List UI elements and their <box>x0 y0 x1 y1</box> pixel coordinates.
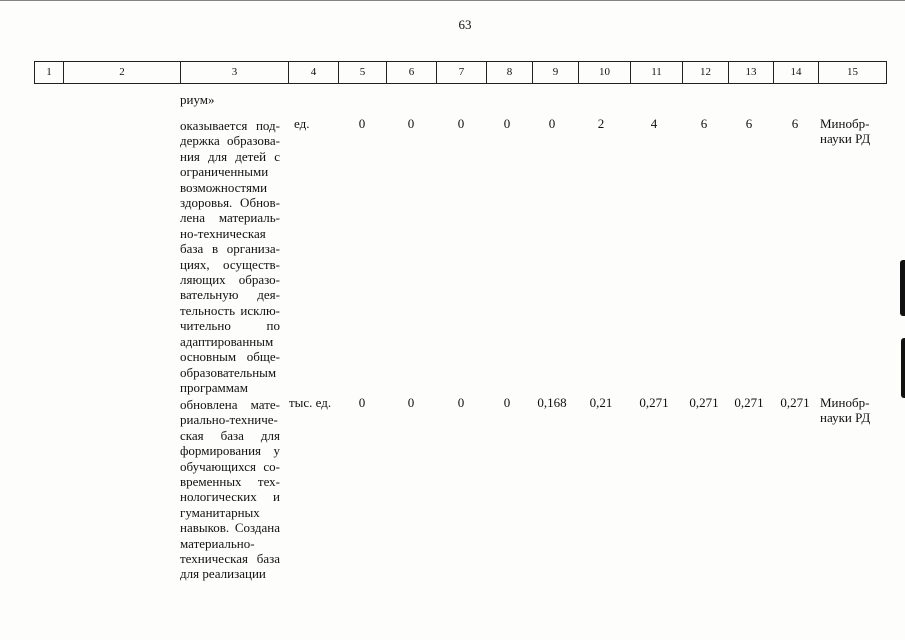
header-col-2: 2 <box>63 62 180 83</box>
description-line: формирования у <box>180 443 280 459</box>
binding-edge-mark <box>900 260 905 316</box>
description-line: нологических и <box>180 489 280 505</box>
row-1-val-5: 0 <box>358 116 366 131</box>
header-col-7: 7 <box>436 62 486 83</box>
row-1-val-12: 6 <box>700 116 708 131</box>
header-col-13: 13 <box>728 62 773 83</box>
row-1-val-6: 0 <box>407 116 415 131</box>
header-col-5: 5 <box>338 62 386 83</box>
row-2-description <box>180 397 280 582</box>
row-2-val-12: 0,271 <box>689 395 719 410</box>
header-col-3: 3 <box>180 62 288 83</box>
description-line: навыков. Создана <box>180 520 280 536</box>
row-1-val-14: 6 <box>791 116 799 131</box>
header-col-9: 9 <box>532 62 578 83</box>
row-1-val-7: 0 <box>457 116 465 131</box>
description-line: риально-техниче- <box>180 412 278 428</box>
binding-edge-mark <box>901 338 905 398</box>
description-line: обучающихся со- <box>180 458 280 474</box>
description-line: для реализации <box>180 566 266 582</box>
row-1-description <box>180 118 280 395</box>
row-1-val-13: 6 <box>745 116 753 131</box>
row-2-val-8: 0 <box>503 395 511 410</box>
header-col-10: 10 <box>578 62 630 83</box>
description-line: временных тех- <box>180 474 280 490</box>
header-col-11: 11 <box>630 62 682 83</box>
header-col-8: 8 <box>486 62 532 83</box>
header-col-6: 6 <box>386 62 436 83</box>
description-line: лена материаль- <box>180 210 280 226</box>
description-line: оказывается под- <box>180 118 280 133</box>
row-2-val-9: 0,168 <box>537 395 567 410</box>
description-line: техническая база <box>180 551 280 567</box>
row-2-val-11: 0,271 <box>639 395 669 410</box>
description-line: здоровья. Обнов- <box>180 195 280 211</box>
description-line: гуманитарных <box>180 504 260 520</box>
header-col-4: 4 <box>288 62 338 83</box>
description-line: вательную дея- <box>180 287 280 303</box>
description-line: ская база для <box>180 427 280 443</box>
description-line: адаптированным <box>180 333 274 349</box>
header-col-15: 15 <box>818 62 887 83</box>
description-line: чительно по <box>180 318 280 334</box>
description-line: ляющих образо- <box>180 272 280 288</box>
description-line: основным обще- <box>180 349 280 365</box>
description-line: образовательным <box>180 364 277 380</box>
description-line: тельность исклю- <box>180 302 280 318</box>
page-number: 63 <box>458 17 472 32</box>
continuation-text: риум» <box>180 92 215 107</box>
description-line: возможностями <box>180 179 268 195</box>
row-2-unit: тыс. ед. <box>289 395 332 410</box>
header-col-14: 14 <box>773 62 818 83</box>
header-col-12: 12 <box>682 62 728 83</box>
row-2-val-10: 0,21 <box>589 395 613 410</box>
description-line: ограниченными <box>180 164 269 180</box>
table-header-row <box>34 61 887 84</box>
description-line: но-техническая <box>180 225 266 241</box>
row-1-unit: ед. <box>294 116 310 131</box>
row-2-val-6: 0 <box>407 395 415 410</box>
row-1-val-11: 4 <box>650 116 658 131</box>
row-2-val-7: 0 <box>457 395 465 410</box>
description-line: база в организа- <box>180 241 280 257</box>
row-2-val-13: 0,271 <box>734 395 764 410</box>
description-line: держка образова- <box>180 133 280 149</box>
header-col-1: 1 <box>34 62 63 83</box>
description-line: циях, осуществ- <box>180 256 280 272</box>
row-2-agency: Минобр- науки РД <box>820 395 871 426</box>
row-2-val-14: 0,271 <box>780 395 810 410</box>
description-line: материально- <box>180 535 255 551</box>
row-2-val-5: 0 <box>358 395 366 410</box>
row-1-val-9: 0 <box>548 116 556 131</box>
description-line: ния для детей с <box>180 148 280 164</box>
row-1-val-10: 2 <box>597 116 605 131</box>
description-line: обновлена мате- <box>180 397 280 412</box>
scan-top-edge <box>0 0 905 1</box>
description-line: программам <box>180 379 248 395</box>
row-1-val-8: 0 <box>503 116 511 131</box>
row-1-agency: Минобр- науки РД <box>820 116 871 147</box>
